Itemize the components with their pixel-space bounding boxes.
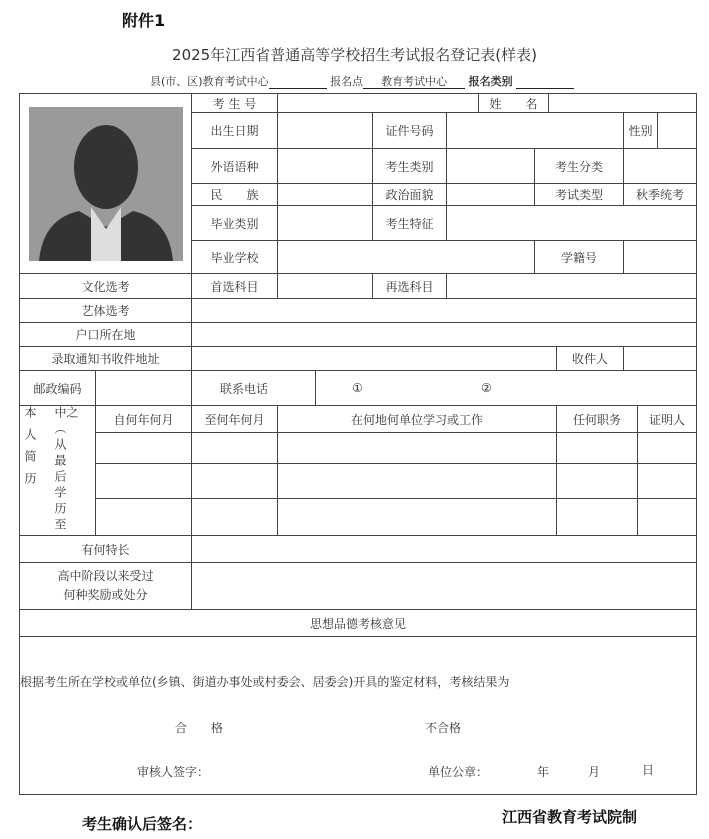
grad-type-field[interactable]: [277, 205, 373, 241]
photo-cell: [19, 93, 192, 274]
resume-header-from: 自何年何月: [95, 405, 192, 433]
resume-cell[interactable]: [191, 432, 278, 464]
gender-field[interactable]: [657, 112, 697, 149]
photo-silhouette-icon: [29, 107, 183, 261]
exam-type-value: 秋季统考: [623, 183, 697, 206]
name-label: 姓 名: [478, 93, 549, 113]
culture-label: 文化选考: [19, 273, 192, 299]
grad-type-label: 毕业类别: [191, 205, 278, 241]
subheader: [150, 73, 574, 89]
resume-cell[interactable]: [95, 432, 192, 464]
year-label: 年: [537, 765, 550, 779]
month-label: 月: [588, 765, 601, 779]
resume-cell[interactable]: [191, 498, 278, 536]
candidate-type-field[interactable]: [446, 148, 535, 184]
school-field[interactable]: [277, 240, 535, 274]
resume-cell[interactable]: [191, 463, 278, 499]
point-value: 教育考试中心: [363, 75, 465, 89]
candidate-class-field[interactable]: [623, 148, 697, 184]
school-label: 毕业学校: [191, 240, 278, 274]
feature-field[interactable]: [446, 205, 697, 241]
hukou-field[interactable]: [191, 322, 697, 347]
resume-cell[interactable]: [277, 498, 557, 536]
resume-header-to: 至何年何月: [191, 405, 278, 433]
resume-label: [19, 405, 96, 536]
postcode-label: 邮政编码: [19, 370, 96, 406]
language-label: 外语语种: [191, 148, 278, 184]
ethnicity-label: 民 族: [191, 183, 278, 206]
gender-label: 性别: [623, 112, 658, 149]
resume-label-b: 中（从最后学历至之: [53, 406, 79, 534]
political-label: 政治面貌: [372, 183, 447, 206]
id-no-label: 证件号码: [372, 112, 447, 149]
notice-address-label: 录取通知书收件地址: [19, 346, 192, 371]
phone-field[interactable]: [315, 370, 697, 406]
postcode-field[interactable]: [95, 370, 192, 406]
exam-type-label: 考试类型: [534, 183, 624, 206]
confirm-signature-label: 考生确认后签名：: [82, 815, 203, 833]
pass-option[interactable]: 合 格: [175, 721, 224, 735]
moral-text: 根据考生所在学校或单位(乡镇、街道办事处或村委会、居委会)开具的鉴定材料，考核结果为: [20, 675, 510, 689]
name-field[interactable]: [548, 93, 697, 113]
exam-no-label: 考 生 号: [191, 93, 278, 113]
day-label: 日: [642, 763, 655, 777]
resume-cell[interactable]: [556, 498, 638, 536]
specialty-field[interactable]: [191, 535, 697, 563]
candidate-class-label: 考生分类: [534, 148, 624, 184]
exam-no-field[interactable]: [277, 93, 479, 113]
political-field[interactable]: [446, 183, 535, 206]
resume-header-place: 在何地何单位学习或工作: [277, 405, 557, 433]
phone-1: ①: [352, 381, 363, 395]
awards-field[interactable]: [191, 562, 697, 610]
resume-cell[interactable]: [277, 432, 557, 464]
resume-cell[interactable]: [556, 432, 638, 464]
birth-label: 出生日期: [191, 112, 278, 149]
seal-label: 单位公章：: [428, 765, 489, 779]
art-field[interactable]: [191, 298, 697, 323]
recipient-label: 收件人: [556, 346, 624, 371]
resume-label-a: 本人简历: [23, 406, 37, 494]
id-no-field[interactable]: [446, 112, 624, 149]
feature-label: 考生特征: [372, 205, 447, 241]
resume-cell[interactable]: [637, 463, 697, 499]
recipient-field[interactable]: [623, 346, 697, 371]
student-no-label: 学籍号: [534, 240, 624, 274]
resume-header-witness: 证明人: [637, 405, 697, 433]
resume-cell[interactable]: [637, 432, 697, 464]
second-subject-label: 再选科目: [372, 273, 447, 299]
awards-label-1: 高中阶段以来受过: [57, 569, 154, 583]
resume-cell[interactable]: [277, 463, 557, 499]
moral-box: [19, 636, 697, 795]
first-subject-label: 首选科目: [191, 273, 278, 299]
first-subject-field[interactable]: [277, 273, 373, 299]
resume-cell[interactable]: [637, 498, 697, 536]
reviewer-label: 审核人签字：: [137, 765, 210, 779]
ethnicity-field[interactable]: [277, 183, 373, 206]
county-label: 县(市、区)教育考试中心: [150, 75, 269, 88]
birth-field[interactable]: [277, 112, 373, 149]
hukou-label: 户口所在地: [19, 322, 192, 347]
language-field[interactable]: [277, 148, 373, 184]
art-label: 艺体选考: [19, 298, 192, 323]
candidate-type-label: 考生类别: [372, 148, 447, 184]
moral-title: 思想品德考核意见: [19, 609, 697, 637]
awards-label: [19, 562, 192, 610]
form-title: 2025年江西省普通高等学校招生考试报名登记表(样表): [172, 46, 537, 64]
specialty-label: 有何特长: [19, 535, 192, 563]
resume-cell[interactable]: [95, 463, 192, 499]
category-label: 报名类别: [468, 75, 513, 88]
notice-address-field[interactable]: [191, 346, 557, 371]
resume-header-position: 任何职务: [556, 405, 638, 433]
second-subject-field[interactable]: [446, 273, 697, 299]
fail-option[interactable]: 不合格: [425, 721, 462, 735]
point-label: 报名点: [330, 75, 364, 88]
awards-label-2: 何种奖励或处分: [63, 588, 148, 602]
maker-label: 江西省教育考试院制: [502, 808, 638, 826]
resume-cell[interactable]: [556, 463, 638, 499]
resume-cell[interactable]: [95, 498, 192, 536]
phone-2: ②: [481, 381, 492, 395]
phone-label: 联系电话: [191, 370, 316, 406]
attachment-label: 附件1: [122, 11, 166, 30]
student-no-field[interactable]: [623, 240, 697, 274]
